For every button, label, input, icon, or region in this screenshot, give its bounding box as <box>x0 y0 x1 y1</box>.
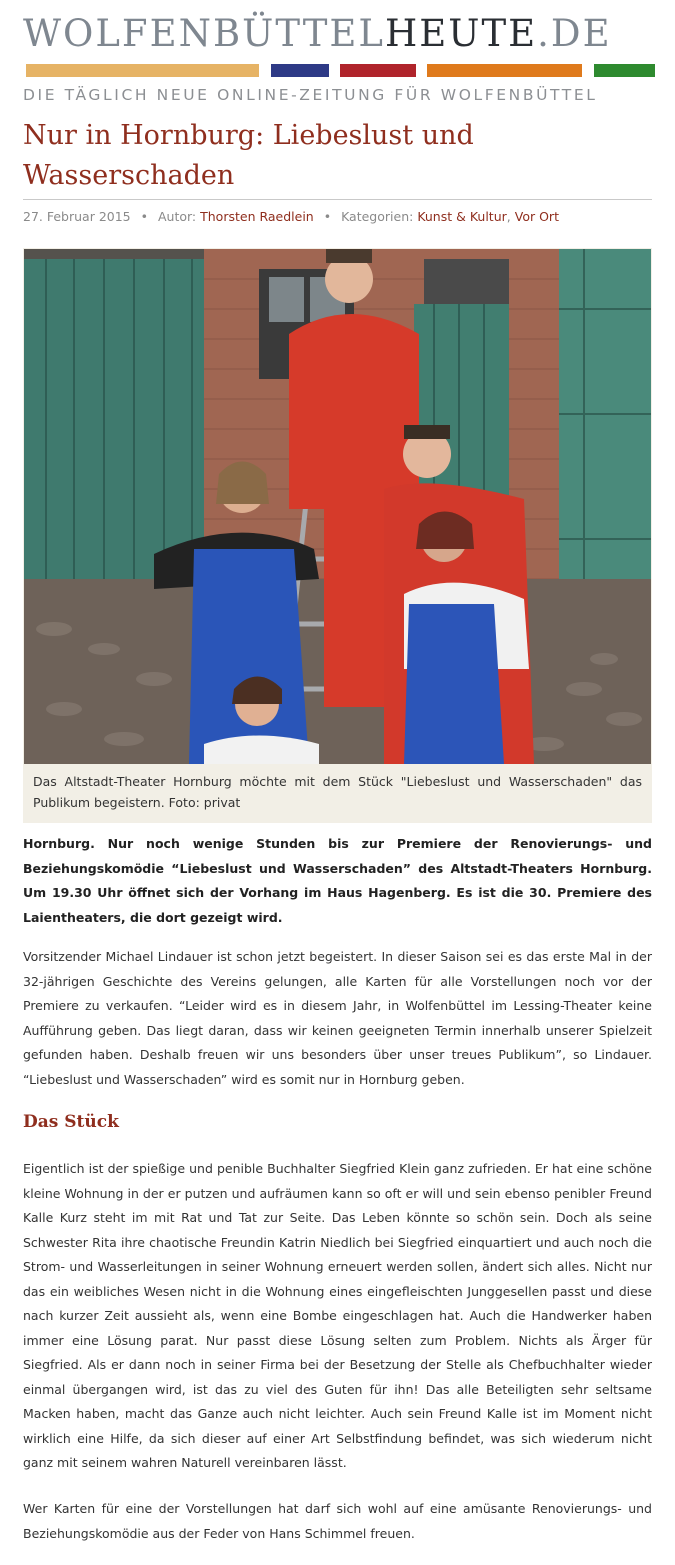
article-paragraph: Wer Karten für eine der Vorstellungen hat darf sich wohl auf eine amüsante Renovierungs- und Beziehungskomödie aus der Feder von Hans Schimmel freuen. <box>23 1501 652 1541</box>
article-title: Nur in Hornburg: Liebeslust und Wasserschaden <box>23 120 474 191</box>
logo-bar-2 <box>271 64 329 77</box>
photo-caption: Das Altstadt-Theater Hornburg möchte mit dem Stück "Liebeslust und Wasserschaden" das Publikum begeistern. Foto: privat <box>33 774 642 810</box>
logo-bar-4 <box>427 64 582 77</box>
article-lead: Hornburg. Nur noch wenige Stunden bis zur Premiere der Renovierungs- und Beziehungskomödie “Liebeslust und Wasserschaden” des Altstadt-Theaters Hornburg. Um 19.30 Uhr öffnet sich der Vorhang im Haus Hagenberg. Es ist die 30. Premiere des Laientheaters, die dort gezeigt wird. <box>23 836 652 925</box>
article-photo[interactable] <box>24 249 651 764</box>
logo-part-heute: HEUTE <box>385 12 538 55</box>
article-paragraph: Eigentlich ist der spießige und penible Buchhalter Siegfried Klein ganz zufrieden. Er hat eine schöne kleine Wohnung in der er putzen und aufräumen kann so oft er will und sein ebenso penibler Freund Kalle Kurz steht im mit Rat und Tat zur Seite. Das Leben könnte so schön sein. Doch als seine Schwester Rita ihre chaotische Freundin Katrin Niedlich bei Siegfried einquartiert und auch noch die Strom- und Wasserleitungen in seiner Wohnung erneuert werden sollen, ändert sich alles. Nicht nur das ein weibliches Wesen nicht in die Wohnung eines eingefleischten Junggesellen passt und diese nach kurzer Zeit aussieht als, wenn eine Bombe eingeschlagen hat. Auch die Handwerker haben immer eine Lösung parat. Nur passt diese Lösung selten zum Problem. Nichts als Ärger für Siegfried. Als er dann noch in seiner Firma bei der Besetzung der Stelle als Chefbuchhalter wieder einmal übergangen wird, ist das zu viel des Guten für ihn! Das alle Beteiligten sehr seltsame Macken haben, macht das Ganze auch nicht leichter. Auch sein Freund Kalle ist im Moment nicht wirklich eine Hilfe, da sich dieser auf einer Art Selbstfindung befindet, was sich wiederum nicht ganz mit seinem wahren Naturell vereinbaren lässt. <box>23 1161 652 1470</box>
logo-part-domain: .DE <box>537 12 612 55</box>
article-figure <box>23 248 652 823</box>
category-link-vor-ort[interactable]: Vor Ort <box>514 209 559 224</box>
logo-bar-5 <box>594 64 655 77</box>
author-label: Autor: <box>157 209 197 224</box>
article-date: 27. Februar 2015 <box>23 209 131 224</box>
categories-label: Kategorien: <box>341 209 414 224</box>
logo-bar-1 <box>26 64 259 77</box>
meta-bullet: • <box>323 209 332 224</box>
category-link-kunst-kultur[interactable]: Kunst & Kultur <box>417 209 507 224</box>
article-meta <box>23 209 652 224</box>
author-link[interactable]: Thorsten Raedlein <box>200 209 314 224</box>
site-logo[interactable] <box>23 12 652 56</box>
title-divider <box>23 199 652 200</box>
logo-bar-3 <box>340 64 416 77</box>
meta-bullet: • <box>140 209 148 224</box>
category-separator: , <box>506 209 511 224</box>
section-heading: Das Stück <box>23 1112 119 1132</box>
site-tagline: DIE TÄGLICH NEUE ONLINE-ZEITUNG FÜR WOLFENBÜTTEL <box>23 86 598 104</box>
logo-part-wolfenbuettel: WOLFENBÜTTEL <box>23 12 385 55</box>
logo-color-bars <box>26 64 653 77</box>
article-paragraph: Vorsitzender Michael Lindauer ist schon jetzt begeistert. In dieser Saison sei es das erste Mal in der 32-jährigen Geschichte des Vereins gelungen, alle Karten für alle Vorstellungen noch vor der Premiere zu verkaufen. “Leider wird es in diesem Jahr, in Wolfenbüttel im Lessing-Theater keine Aufführung geben. Das liegt daran, dass wir keinen geeigneten Termin innerhalb unserer Spielzeit gefunden haben. Deshalb freuen wir uns besonders über unser treues Publikum”, so Lindauer. “Liebeslust und Wasserschaden” wird es somit nur in Hornburg geben. <box>23 949 652 1087</box>
